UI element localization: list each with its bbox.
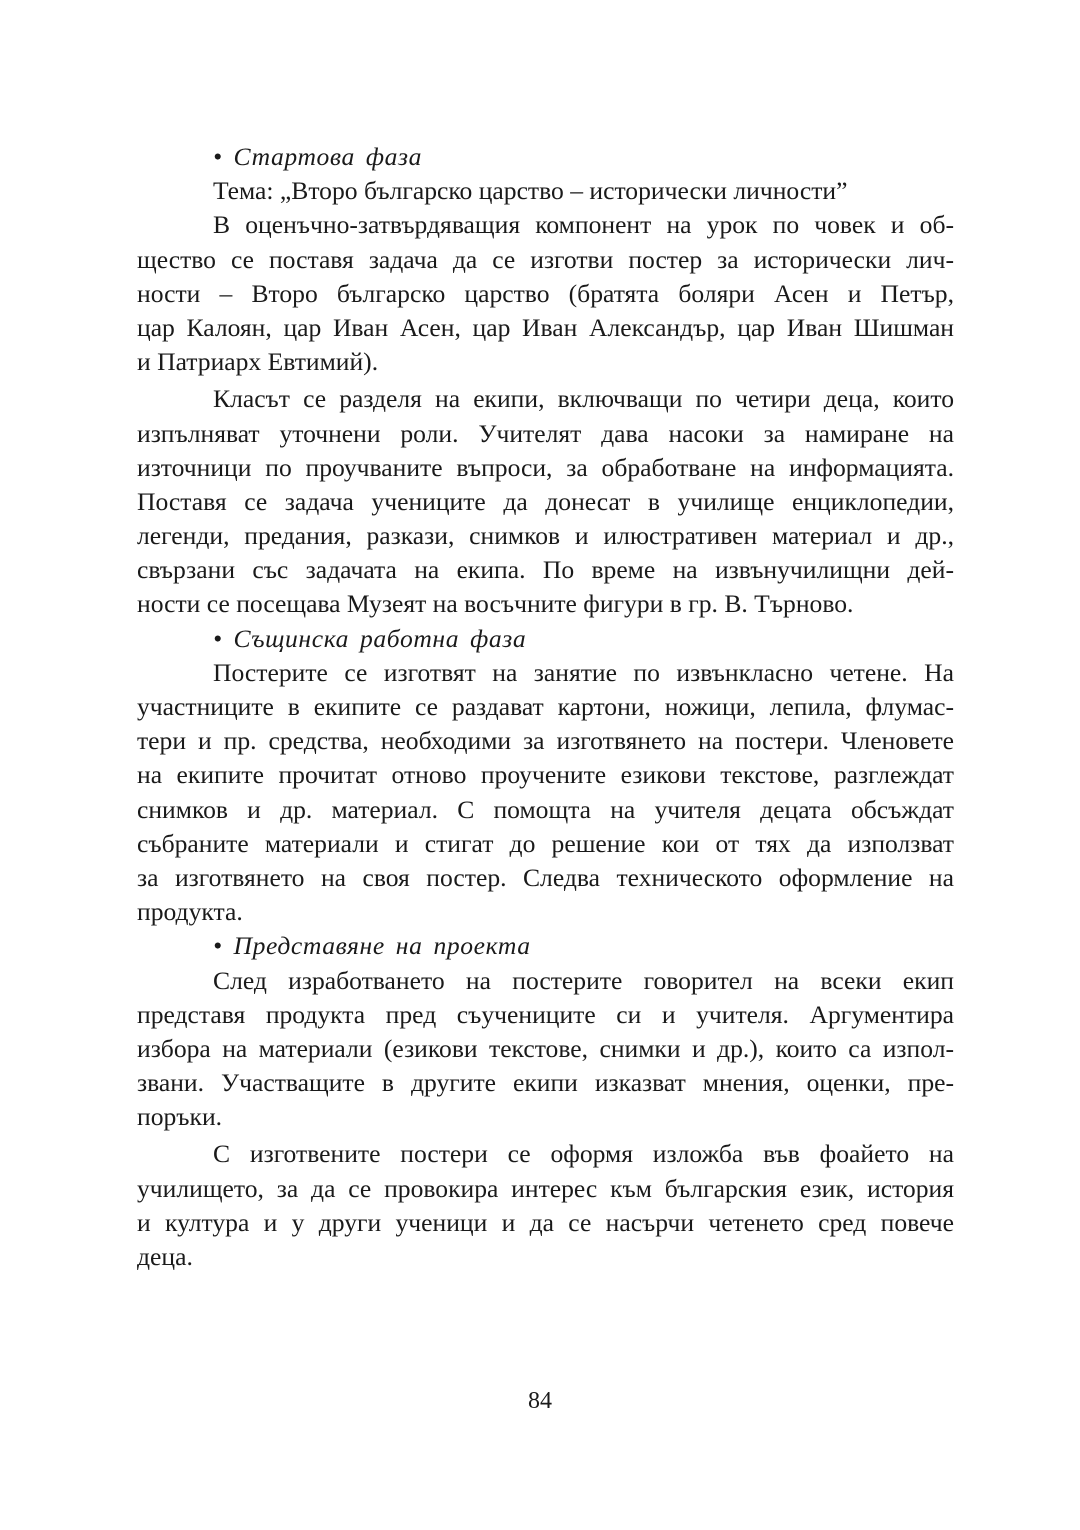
text-line: източници по проучваните въпроси, за обработване на информацията. — [137, 452, 954, 482]
paragraph-work — [137, 656, 954, 930]
text-line: ности – Второ българско царство (братята боляри Асен и Петър, — [137, 278, 954, 308]
text-line: снимков и др. материал. С помощта на учителя децата обсъждат — [137, 794, 954, 824]
text-line: След изработването на постерите говорител на всеки екип — [213, 965, 954, 995]
text-line: деца. — [137, 1242, 193, 1271]
text-line: свързани със задачата на екипа. По време на извънучилищни дей- — [137, 555, 954, 585]
page-number: 84 — [528, 1388, 552, 1414]
section-heading-work: • Същинска работна фаза — [213, 623, 527, 653]
text-line: звани. Участващите в другите екипи изказват мнения, оценки, пре- — [137, 1068, 954, 1098]
paragraph-start-2 — [137, 382, 954, 621]
text-line: С изготвените постери се оформя изложба във фоайето на — [213, 1139, 954, 1169]
page-body — [137, 140, 954, 1274]
text-line: и Патриарх Евтимий). — [137, 347, 379, 377]
text-line: Класът се разделя на екипи, включващи по четири деца, които — [213, 384, 954, 414]
text-line: участниците в екипите се раздават картони, ножици, лепила, флумас- — [137, 692, 954, 721]
text-line: за изготвянето на своя постер. Следва техническото оформление на — [137, 862, 954, 892]
text-line: избора на материали (езикови текстове, снимки и др.), които са изпол- — [137, 1033, 954, 1063]
section-heading-presentation: • Представяне на проекта — [213, 931, 531, 961]
text-line: тери и пр. средства, необходими за изготвянето на постери. Членовете — [137, 726, 954, 756]
paragraph-start-1 — [137, 208, 954, 379]
paragraph-presentation-1 — [137, 964, 954, 1135]
topic-line: Тема: „Второ българско царство – исторически личности” — [213, 176, 848, 206]
text-line: поръки. — [137, 1102, 223, 1132]
text-line: на екипите прочитат отново проучените езикови текстове, разглеждат — [137, 760, 954, 790]
text-line: събраните материали и стигат до решение кои от тях да използват — [137, 828, 954, 858]
paragraph-presentation-2 — [137, 1137, 954, 1274]
text-line: Поставя се задача учениците да донесат в училище енциклопедии, — [137, 486, 954, 516]
text-line: представя продукта пред съучениците си и учителя. Аргументира — [137, 999, 954, 1029]
text-line: цар Калоян, цар Иван Асен, цар Иван Александър, цар Иван Шишман — [137, 312, 954, 342]
text-line: щество се поставя задача да се изготви постер за исторически лич- — [137, 244, 954, 274]
text-line: и култура и у други ученици и да се насърчи четенето сред повече — [137, 1207, 954, 1237]
text-line: училището, за да се провокира интерес към българския език, история — [137, 1173, 954, 1203]
text-line: изпълняват уточнени роли. Учителят дава насоки за намиране на — [137, 418, 954, 448]
text-line: Постерите се изготвят на занятие по извънкласно четене. На — [213, 657, 954, 687]
text-line: В оценъчно-затвърдяващия компонент на урок по човек и об- — [213, 210, 954, 240]
text-line: продукта. — [137, 897, 243, 927]
text-line: легенди, предания, разкази, снимков и илюстративен материал и др., — [137, 521, 954, 551]
section-heading-start: • Стартова фаза — [213, 142, 423, 171]
text-line: ности се посещава Музеят на восъчните фигури в гр. В. Търново. — [137, 589, 854, 619]
